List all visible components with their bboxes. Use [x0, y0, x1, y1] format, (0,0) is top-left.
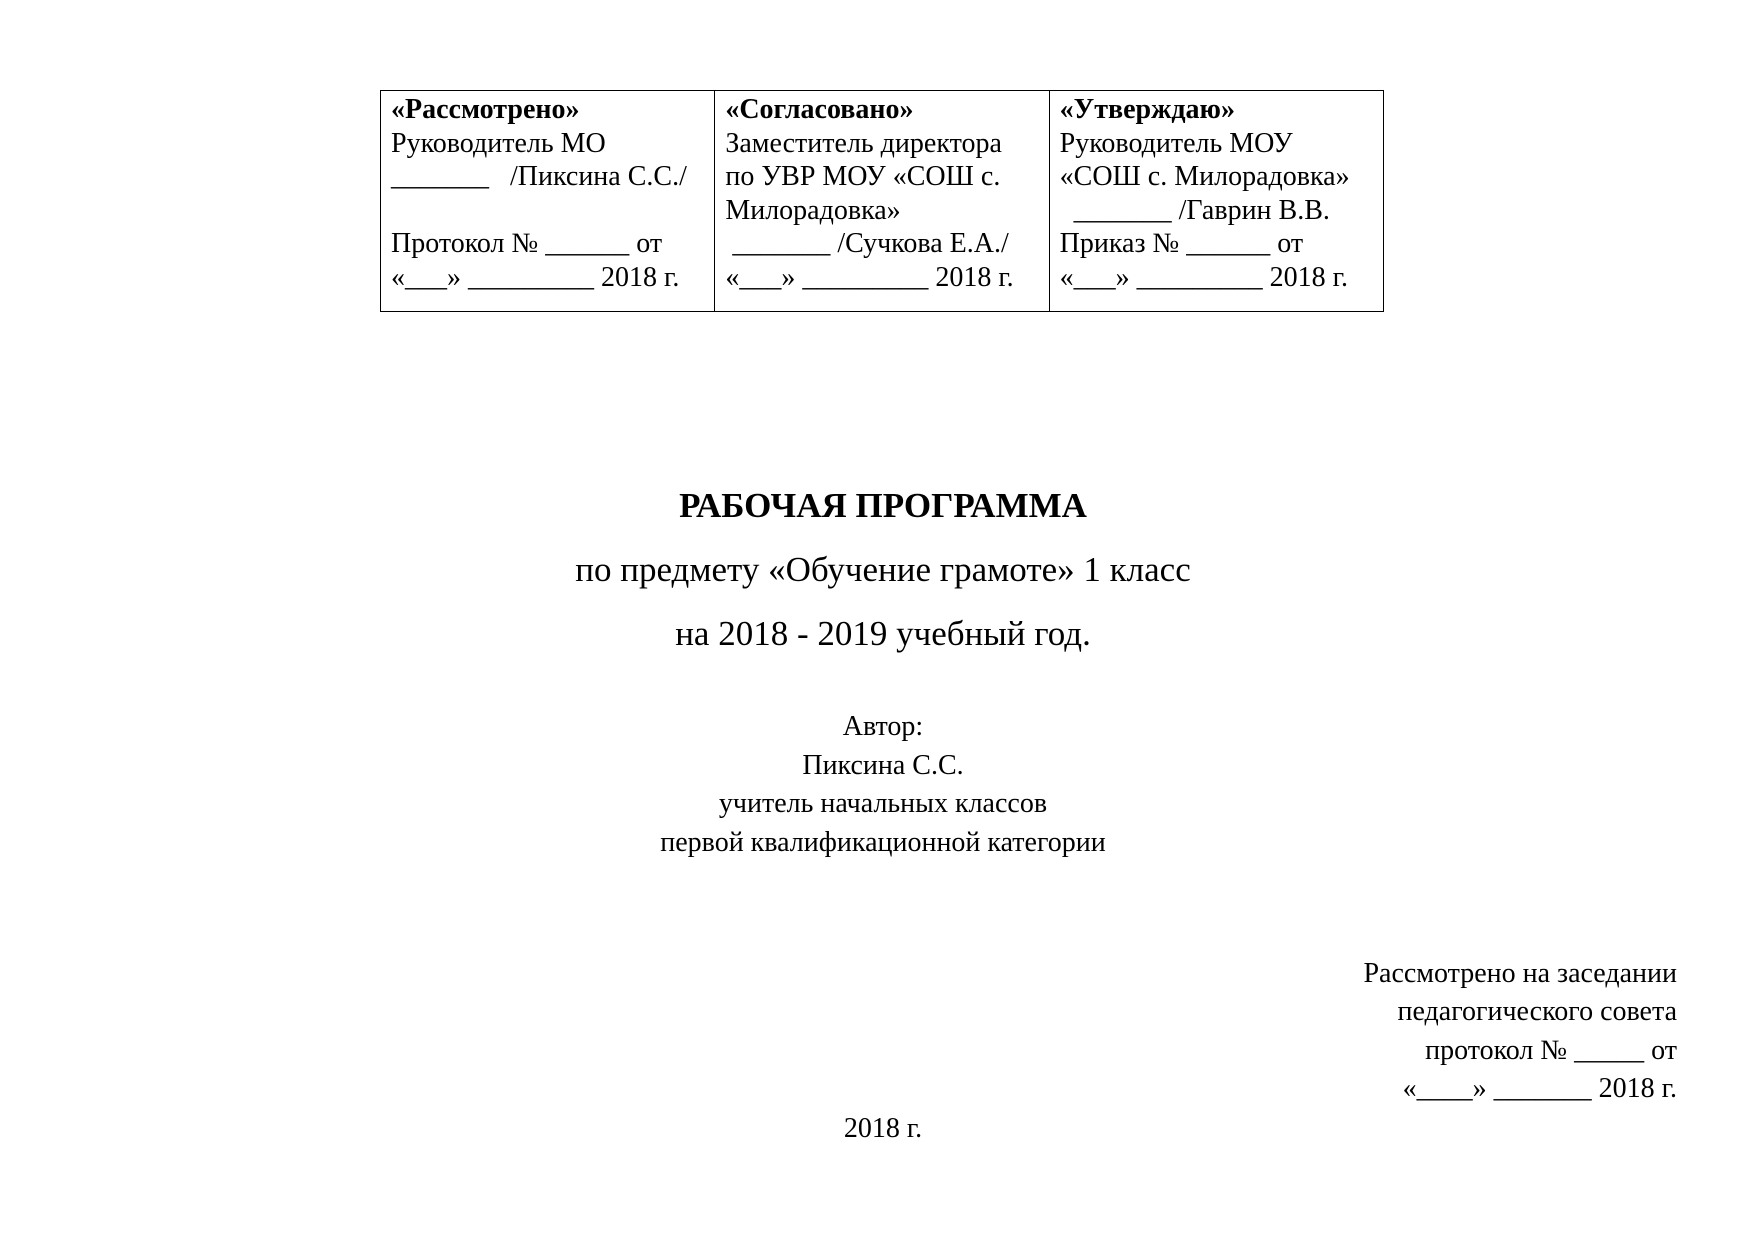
- cell-heading: «Согласовано»: [725, 94, 914, 125]
- cell-line: «___» _________ 2018 г.: [1059, 261, 1348, 293]
- cell-heading: «Рассмотрено»: [391, 94, 580, 125]
- cell-line: Заместитель директора: [725, 127, 1002, 159]
- cell-line: Приказ № ______ от: [1059, 228, 1304, 259]
- council-line: Рассмотрено на заседании: [1363, 958, 1677, 989]
- cell-line: _______ /Сучкова Е.А./: [725, 228, 1009, 259]
- approval-cell-reviewed: [381, 91, 715, 312]
- council-line: педагогического совета: [1397, 996, 1677, 1028]
- cell-line: _______ /Гаврин В.В.: [1059, 194, 1330, 226]
- cell-line: по УВР МОУ «СОШ с.: [725, 161, 1001, 192]
- subject-line: по предмету «Обучение грамоте» 1 класс: [575, 550, 1191, 589]
- cell-heading: «Утверждаю»: [1059, 94, 1235, 125]
- cell-line: «___» _________ 2018 г.: [725, 261, 1014, 293]
- cell-line-empty: [391, 194, 704, 228]
- cell-line: «СОШ с. Милорадовка»: [1059, 161, 1350, 192]
- author-category: первой квалификационной категории: [660, 827, 1106, 859]
- author-label: Автор:: [842, 711, 924, 742]
- academic-year-line: на 2018 - 2019 учебный год.: [675, 614, 1091, 653]
- document-title: РАБОЧАЯ ПРОГРАММА: [679, 486, 1087, 525]
- cell-line: «___» _________ 2018 г.: [391, 261, 680, 293]
- author-name: Пиксина С.С.: [802, 749, 964, 781]
- cell-line: _______ /Пиксина С.С./: [391, 161, 687, 192]
- council-line: протокол № _____ от: [1425, 1034, 1677, 1066]
- approval-cell-agreed: [715, 91, 1049, 312]
- author-block: [0, 708, 1754, 863]
- council-line: «____» _______ 2018 г.: [1402, 1072, 1677, 1104]
- author-position: учитель начальных классов: [718, 788, 1048, 820]
- council-review-block: [1363, 955, 1677, 1108]
- footer-year: 2018 г.: [843, 1113, 923, 1144]
- cell-line: Руководитель МО: [391, 127, 606, 159]
- cell-line: Руководитель МОУ: [1059, 127, 1293, 159]
- cell-line: Милорадовка»: [725, 194, 901, 226]
- approval-table: [380, 90, 1384, 312]
- cell-line: Протокол № ______ от: [391, 228, 663, 259]
- approval-cell-approved: [1049, 91, 1383, 312]
- approval-row: [381, 91, 1384, 312]
